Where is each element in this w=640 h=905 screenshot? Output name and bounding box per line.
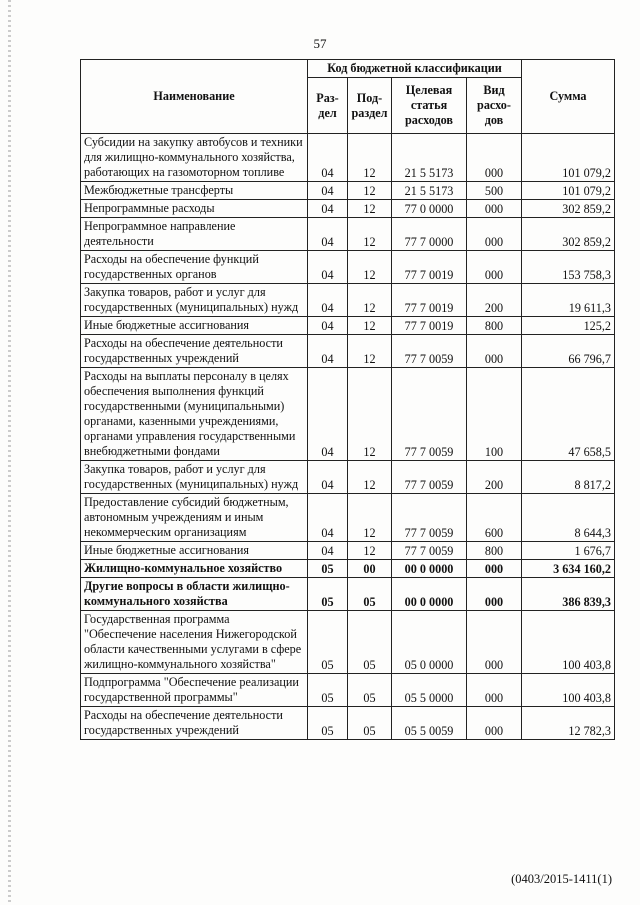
- row-podrazdel-cell: 12: [348, 542, 392, 560]
- row-celevaya-cell: 77 0 0000: [392, 200, 467, 218]
- row-name-cell: Непрограммное направление деятельности: [81, 218, 308, 251]
- row-name-cell: Закупка товаров, работ и услуг для государственных (муниципальных) нужд: [81, 461, 308, 494]
- budget-table: [80, 59, 615, 740]
- row-name-cell: Подпрограмма "Обеспечение реализации государственной программы": [81, 674, 308, 707]
- row-vid-cell: 000: [467, 611, 522, 674]
- row-podrazdel-cell: 12: [348, 134, 392, 182]
- row-name-cell: Другие вопросы в области жилищно-коммунального хозяйства: [81, 578, 308, 611]
- row-name-cell: Закупка товаров, работ и услуг для государственных (муниципальных) нужд: [81, 284, 308, 317]
- row-vid-cell: 800: [467, 542, 522, 560]
- row-summa-cell: 12 782,3: [522, 707, 615, 740]
- row-summa-cell: 8 817,2: [522, 461, 615, 494]
- row-celevaya-cell: 00 0 0000: [392, 560, 467, 578]
- table-row: [81, 182, 615, 200]
- table-row: [81, 368, 615, 461]
- header-vid: Вид расхо-дов: [467, 78, 522, 134]
- row-summa-cell: 125,2: [522, 317, 615, 335]
- row-podrazdel-cell: 12: [348, 182, 392, 200]
- row-name-cell: Иные бюджетные ассигнования: [81, 317, 308, 335]
- row-razdel-cell: 04: [308, 251, 348, 284]
- row-summa-cell: 3 634 160,2: [522, 560, 615, 578]
- table-row: [81, 218, 615, 251]
- row-name-cell: Расходы на обеспечение деятельности государственных учреждений: [81, 707, 308, 740]
- row-vid-cell: 000: [467, 707, 522, 740]
- row-razdel-cell: 04: [308, 134, 348, 182]
- row-name-cell: Расходы на обеспечение функций государственных органов: [81, 251, 308, 284]
- table-row: [81, 284, 615, 317]
- row-summa-cell: 19 611,3: [522, 284, 615, 317]
- row-celevaya-cell: 05 0 0000: [392, 611, 467, 674]
- row-summa-cell: 100 403,8: [522, 611, 615, 674]
- header-podrazdel: Под-раздел: [348, 78, 392, 134]
- scan-margin-strip: [8, 0, 11, 905]
- page-number: 57: [313, 36, 327, 51]
- row-razdel-cell: 04: [308, 317, 348, 335]
- table-row: [81, 674, 615, 707]
- row-name-cell: Иные бюджетные ассигнования: [81, 542, 308, 560]
- row-name-cell: Расходы на обеспечение деятельности государственных учреждений: [81, 335, 308, 368]
- row-razdel-cell: 05: [308, 611, 348, 674]
- row-razdel-cell: 04: [308, 218, 348, 251]
- row-vid-cell: 000: [467, 251, 522, 284]
- row-name-cell: Непрограммные расходы: [81, 200, 308, 218]
- row-vid-cell: 500: [467, 182, 522, 200]
- row-podrazdel-cell: 12: [348, 317, 392, 335]
- row-razdel-cell: 04: [308, 461, 348, 494]
- row-summa-cell: 1 676,7: [522, 542, 615, 560]
- row-razdel-cell: 04: [308, 200, 348, 218]
- row-podrazdel-cell: 12: [348, 251, 392, 284]
- table-row: [81, 317, 615, 335]
- row-name-cell: Межбюджетные трансферты: [81, 182, 308, 200]
- row-summa-cell: 101 079,2: [522, 134, 615, 182]
- row-razdel-cell: 04: [308, 182, 348, 200]
- row-podrazdel-cell: 12: [348, 335, 392, 368]
- row-celevaya-cell: 77 7 0059: [392, 368, 467, 461]
- row-podrazdel-cell: 12: [348, 494, 392, 542]
- row-celevaya-cell: 77 7 0059: [392, 461, 467, 494]
- row-razdel-cell: 05: [308, 578, 348, 611]
- header-celevaya: Целевая статья расходов: [392, 78, 467, 134]
- table-row: [81, 461, 615, 494]
- row-vid-cell: 000: [467, 200, 522, 218]
- table-row: [81, 494, 615, 542]
- row-summa-cell: 302 859,2: [522, 200, 615, 218]
- table-body: [81, 134, 615, 740]
- row-podrazdel-cell: 12: [348, 200, 392, 218]
- table-row: [81, 134, 615, 182]
- row-summa-cell: 66 796,7: [522, 335, 615, 368]
- row-summa-cell: 101 079,2: [522, 182, 615, 200]
- row-celevaya-cell: 00 0 0000: [392, 578, 467, 611]
- row-podrazdel-cell: 12: [348, 218, 392, 251]
- row-celevaya-cell: 21 5 5173: [392, 134, 467, 182]
- header-razdel: Раз-дел: [308, 78, 348, 134]
- row-vid-cell: 200: [467, 461, 522, 494]
- row-summa-cell: 100 403,8: [522, 674, 615, 707]
- row-celevaya-cell: 77 7 0059: [392, 335, 467, 368]
- row-vid-cell: 000: [467, 578, 522, 611]
- document-code: (0403/2015-1411(1): [511, 872, 612, 886]
- table-row: [81, 200, 615, 218]
- row-celevaya-cell: 77 7 0059: [392, 494, 467, 542]
- row-podrazdel-cell: 12: [348, 461, 392, 494]
- row-razdel-cell: 05: [308, 707, 348, 740]
- table-row: [81, 335, 615, 368]
- row-podrazdel-cell: 05: [348, 707, 392, 740]
- row-vid-cell: 000: [467, 335, 522, 368]
- row-celevaya-cell: 77 7 0019: [392, 284, 467, 317]
- table-row: [81, 560, 615, 578]
- table-header: [81, 60, 615, 134]
- row-podrazdel-cell: 05: [348, 611, 392, 674]
- row-vid-cell: 200: [467, 284, 522, 317]
- row-summa-cell: 153 758,3: [522, 251, 615, 284]
- table-row: [81, 707, 615, 740]
- row-name-cell: Государственная программа "Обеспечение населения Нижегородской области качественными услугами в сфере жилищно-коммунального хозяйства": [81, 611, 308, 674]
- row-summa-cell: 302 859,2: [522, 218, 615, 251]
- row-razdel-cell: 04: [308, 494, 348, 542]
- row-podrazdel-cell: 05: [348, 578, 392, 611]
- table-row: [81, 611, 615, 674]
- row-razdel-cell: 04: [308, 284, 348, 317]
- row-celevaya-cell: 77 7 0000: [392, 218, 467, 251]
- row-name-cell: Жилищно-коммунальное хозяйство: [81, 560, 308, 578]
- row-podrazdel-cell: 12: [348, 368, 392, 461]
- row-razdel-cell: 04: [308, 542, 348, 560]
- table-row: [81, 578, 615, 611]
- table-row: [81, 542, 615, 560]
- row-summa-cell: 8 644,3: [522, 494, 615, 542]
- row-podrazdel-cell: 05: [348, 674, 392, 707]
- row-vid-cell: 600: [467, 494, 522, 542]
- row-celevaya-cell: 77 7 0019: [392, 251, 467, 284]
- header-summa: Сумма: [522, 60, 615, 134]
- row-summa-cell: 47 658,5: [522, 368, 615, 461]
- row-razdel-cell: 05: [308, 560, 348, 578]
- row-vid-cell: 000: [467, 218, 522, 251]
- row-podrazdel-cell: 12: [348, 284, 392, 317]
- row-vid-cell: 000: [467, 674, 522, 707]
- row-vid-cell: 800: [467, 317, 522, 335]
- row-razdel-cell: 04: [308, 335, 348, 368]
- row-summa-cell: 386 839,3: [522, 578, 615, 611]
- table-row: [81, 251, 615, 284]
- row-vid-cell: 000: [467, 134, 522, 182]
- row-vid-cell: 000: [467, 560, 522, 578]
- row-name-cell: Расходы на выплаты персоналу в целях обеспечения выполнения функций государственными (муниципальными) органами, казенными учреждениями, органами управления государственными внебюджетными фондами: [81, 368, 308, 461]
- row-celevaya-cell: 05 5 0059: [392, 707, 467, 740]
- row-razdel-cell: 05: [308, 674, 348, 707]
- row-celevaya-cell: 05 5 0000: [392, 674, 467, 707]
- row-celevaya-cell: 21 5 5173: [392, 182, 467, 200]
- row-podrazdel-cell: 00: [348, 560, 392, 578]
- row-razdel-cell: 04: [308, 368, 348, 461]
- row-vid-cell: 100: [467, 368, 522, 461]
- header-name: Наименование: [81, 60, 308, 134]
- row-celevaya-cell: 77 7 0059: [392, 542, 467, 560]
- header-classification-group: Код бюджетной классификации: [308, 60, 522, 78]
- row-celevaya-cell: 77 7 0019: [392, 317, 467, 335]
- row-name-cell: Субсидии на закупку автобусов и техники для жилищно-коммунального хозяйства, работающих на газомоторном топливе: [81, 134, 308, 182]
- row-name-cell: Предоставление субсидий бюджетным, автономным учреждениям и иным некоммерческим организациям: [81, 494, 308, 542]
